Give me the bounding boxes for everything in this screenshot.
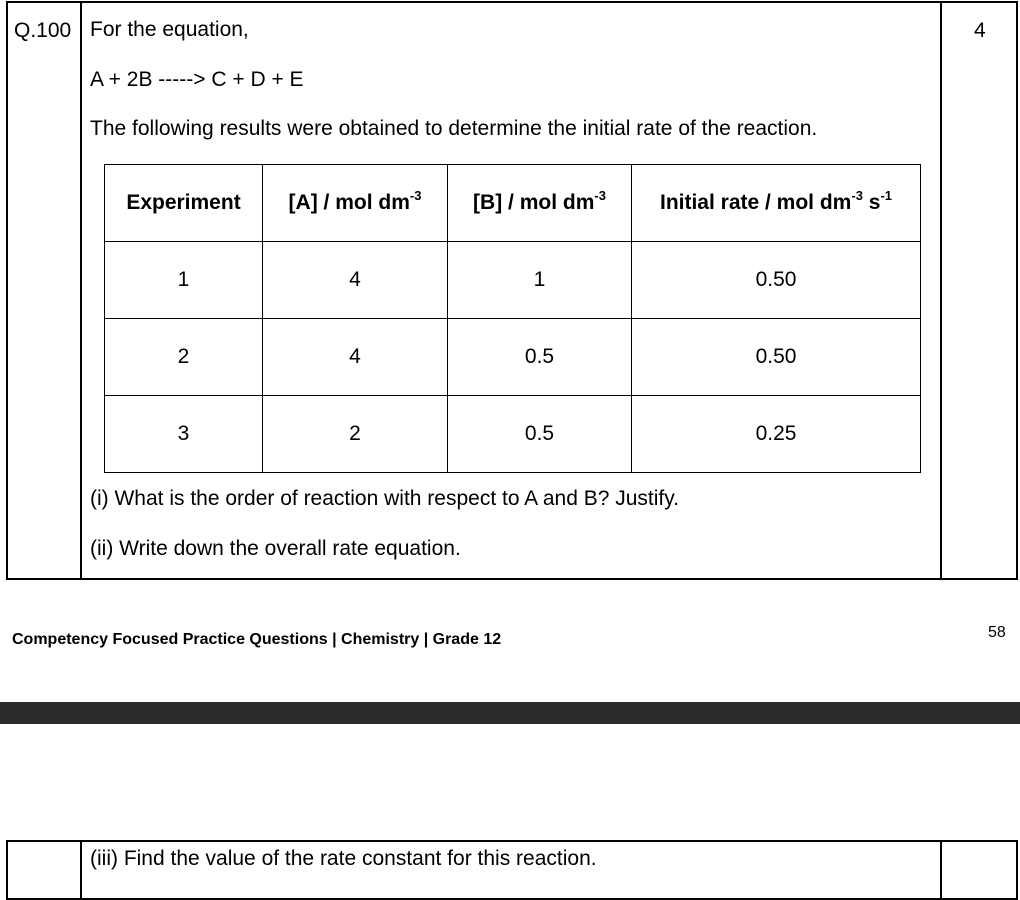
part-ii: (ii) Write down the overall rate equation. [90,537,461,560]
cell-experiment: 1 [105,242,263,319]
part-iii: (iii) Find the value of the rate constant for this reaction. [90,847,597,870]
header-experiment-text: Experiment [126,191,241,214]
header-a-sup: -3 [409,188,422,203]
cell-rate: 0.25 [632,396,921,473]
rate-data-table [104,164,921,473]
cell-b: 0.5 [448,319,632,396]
cell-rate: 0.50 [632,319,921,396]
cell-b: 1 [448,242,632,319]
page-break-band [0,702,1020,724]
table-row [105,396,921,473]
question-intro: For the equation, [90,18,249,41]
marks-column-divider [940,842,942,898]
header-initial-rate [632,165,921,242]
header-rate-text2: s [862,191,881,214]
marks-column-divider [940,3,942,578]
cell-a: 4 [263,319,448,396]
cell-rate: 0.50 [632,242,921,319]
number-column-divider [80,3,82,578]
header-experiment [105,165,263,242]
question-box [6,1,1018,580]
reaction-equation: A + 2B -----> C + D + E [90,68,304,91]
cell-experiment: 3 [105,396,263,473]
header-concentration-b [448,165,632,242]
header-rate-sup: -3 [851,188,863,203]
table-row [105,242,921,319]
table-header-row [105,165,921,242]
footer-title: Competency Focused Practice Questions | Chemistry | Grade 12 [12,631,502,648]
cell-a: 4 [263,242,448,319]
question-lead: The following results were obtained to determine the initial rate of the reaction. [90,117,818,140]
header-a-text: [A] / mol dm [288,191,410,214]
header-rate-text: Initial rate / mol dm [659,191,852,214]
cell-a: 2 [263,396,448,473]
header-concentration-a [263,165,448,242]
question-number: Q.100 [14,19,72,42]
number-column-divider [80,842,82,898]
table-row [105,319,921,396]
question-box-continued [6,840,1018,900]
header-b-sup: -3 [594,188,606,203]
header-b-text: [B] / mol dm [473,191,595,214]
part-i: (i) What is the order of reaction with respect to A and B? Justify. [90,487,680,510]
page-number: 58 [988,624,1006,641]
cell-experiment: 2 [105,319,263,396]
question-marks: 4 [974,19,986,42]
header-rate-sup2: -1 [880,188,892,203]
cell-b: 0.5 [448,396,632,473]
